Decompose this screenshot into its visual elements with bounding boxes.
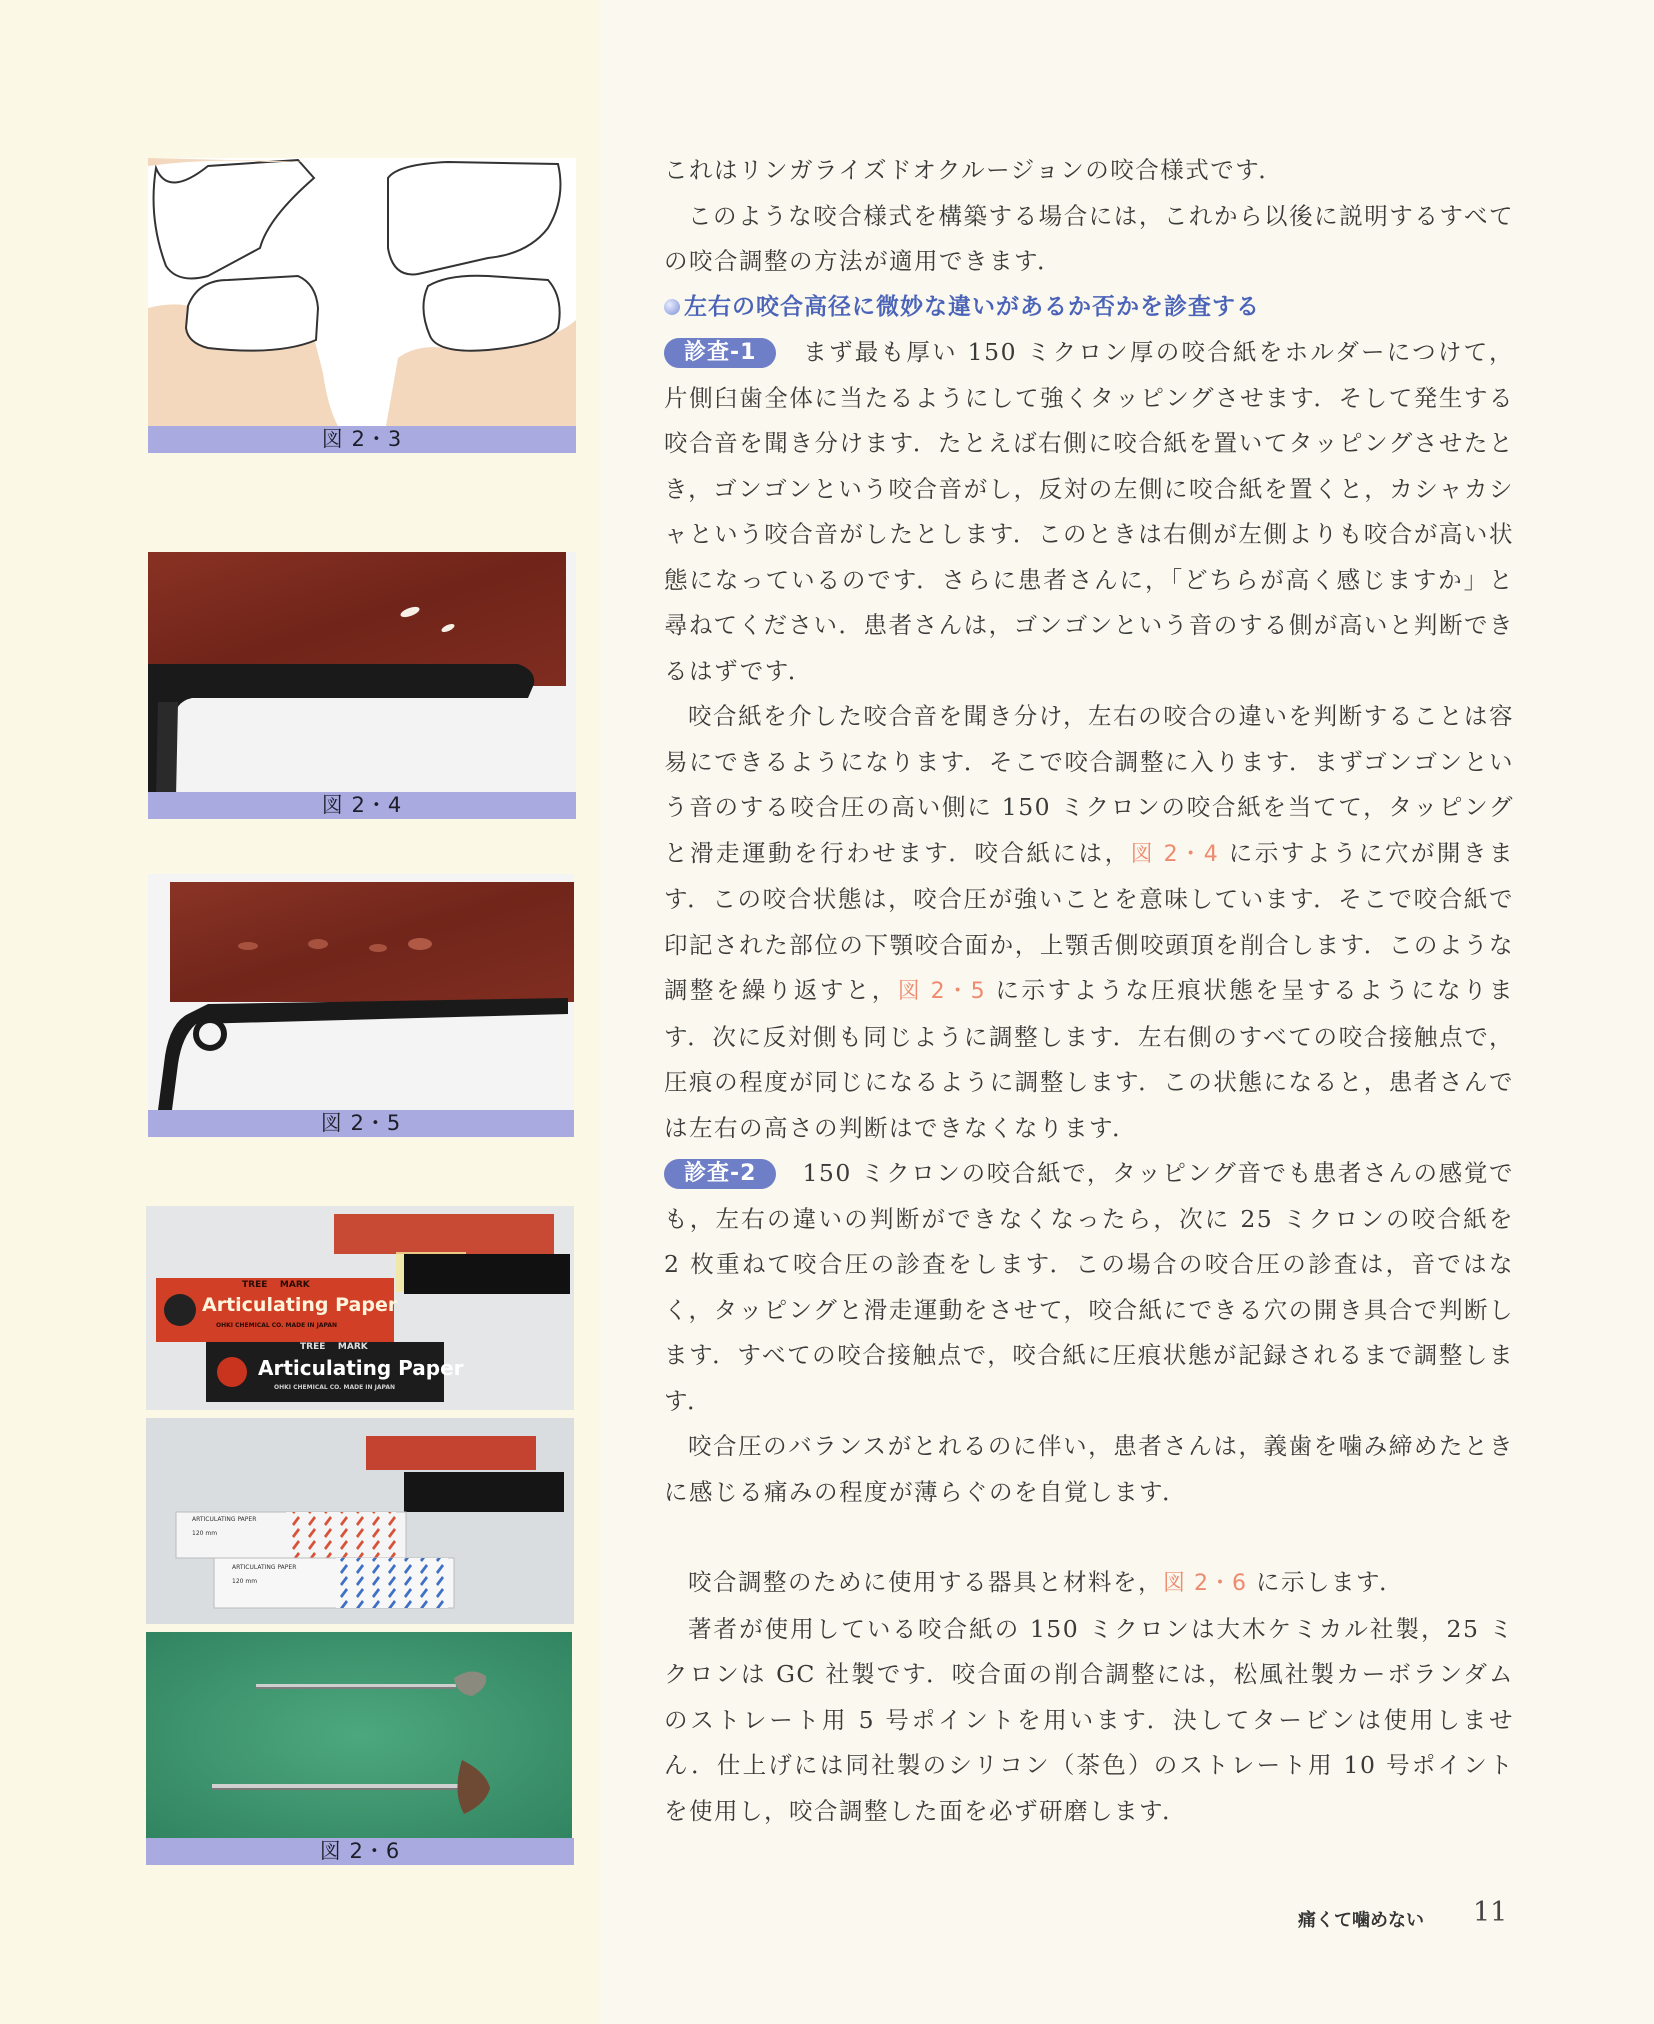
running-footer-title: 痛くて噛めない: [1298, 1910, 1424, 1931]
exam-2-badge: 診査-2: [664, 1159, 776, 1189]
paragraph-1: これはリンガライズドオクルージョンの咬合様式です．: [664, 156, 1284, 184]
box2-maker: OHKI CHEMICAL CO. MADE IN JAPAN: [274, 1384, 396, 1391]
figure-2-5-caption: 図 2・5: [148, 1110, 574, 1137]
page-number: 11: [1473, 1897, 1508, 1928]
figure-2-4-photo: [148, 552, 576, 798]
figure-2-3-caption: 図 2・3: [148, 426, 576, 453]
figure-2-6-reference: 図 2・6: [1163, 1571, 1247, 1596]
box1-maker: OHKI CHEMICAL CO. MADE IN JAPAN: [216, 1322, 338, 1329]
box4-label: ARTICULATING PAPER: [232, 1564, 297, 1571]
box4-size: 120 mm: [232, 1578, 258, 1585]
paragraph-6: 咬合圧のバランスがとれるのに伴い，患者さんは，義歯を噛み締めたときに感じる痛みの程度が薄らぐのを自覚します．: [664, 1432, 1514, 1506]
box1-mark: TREE MARK: [242, 1280, 310, 1290]
paragraph-4: [664, 694, 1514, 1151]
paragraph-7-part-1: 咬合調整のために使用する器具と材料を，: [688, 1568, 1163, 1596]
figure-2-5-reference: 図 2・5: [897, 979, 986, 1004]
paragraph-3: [664, 330, 1514, 694]
figure-2-6-panel-points: [146, 1632, 572, 1838]
figure-2-6-panel-gc: [146, 1418, 574, 1624]
figure-2-3-illustration: [148, 158, 576, 426]
paragraph-3-text: まず最も厚い 150 ミクロン厚の咬合紙をホルダーにつけて，片側臼歯全体に当たるようにして強くタッピングさせます．そして発生する咬合音を聞き分けます．たとえば右側に咬合紙を置いてタッピングさせたとき，ゴンゴンという咬合音がし，反対の左側に咬合紙を置くと，カシャカシャという咬合音がしたとします．このときは右側が左側よりも咬合が高い状態になっているのです．さらに患者さんに，「どちらが高く感じますか」と尋ねてください．患者さんは，ゴンゴンという音のする側が高いと判断できるはずです．: [664, 338, 1514, 685]
figure-2-4-caption: 図 2・4: [148, 792, 576, 819]
figure-2-6-caption: 図 2・6: [146, 1838, 574, 1865]
paragraph-7: [664, 1560, 1514, 1607]
section-heading: [664, 285, 1514, 331]
box2-brand: Articulating Paper: [258, 1356, 464, 1380]
box3-size: 120 mm: [192, 1530, 218, 1537]
box1-brand: Articulating Paper: [202, 1294, 398, 1316]
figure-2-5-photo: [148, 874, 574, 1110]
paragraph-4-part-1: 咬合紙を介した咬合音を聞き分け，左右の咬合の違いを判断することは容易にできるようになります．そこで咬合調整に入ります．まずゴンゴンという音のする咬合圧の高い側に 150 ミクロンの咬合紙を当てて，タッピングと滑走運動を行わせます．咬合紙には，: [664, 702, 1514, 867]
section-heading-text: 左右の咬合高径に微妙な違いがあるか否かを診査する: [684, 293, 1260, 320]
paragraph-5-text: 150 ミクロンの咬合紙で，タッピング音でも患者さんの感覚でも，左右の違いの判断ができなくなったら，次に 25 ミクロンの咬合紙を 2 枚重ねて咬合圧の診査をします．この場合の咬合圧の診査は，音ではなく，タッピングと滑走運動をさせて，咬合紙にできる穴の開き具合で判断します．すべての咬合接触点で，咬合紙に圧痕状態が記録されるまで調整します．: [664, 1159, 1514, 1415]
paragraph-4-part-3: に示すような圧痕状態を呈するようになります．次に反対側も同じように調整します．左右側のすべての咬合接触点で，圧痕の程度が同じになるように調整します．この状態になると，患者さんでは左右の高さの判断はできなくなります．: [664, 976, 1514, 1142]
paragraph-2: このような咬合様式を構築する場合には，これから以後に説明するすべての咬合調整の方法が適用できます．: [664, 201, 1514, 275]
paragraph-5: [664, 1151, 1514, 1424]
box3-label: ARTICULATING PAPER: [192, 1516, 257, 1523]
paragraph-7-part-2: に示します．: [1247, 1568, 1405, 1596]
paragraph-spacer: [664, 1515, 1514, 1560]
bullet-icon: [664, 299, 680, 315]
exam-1-badge: 診査-1: [664, 338, 776, 368]
figure-2-4-reference: 図 2・4: [1130, 841, 1219, 867]
paragraph-4-part-2: に示すように穴が開きます．この咬合状態は，咬合圧が強いことを意味しています．そこで咬合紙で印記された部位の下顎咬合面か，上顎舌側咬頭頂を削合します．このような調整を繰り返すと，: [664, 838, 1514, 1004]
figure-2-6-panel-ohki: [146, 1206, 574, 1410]
box2-mark: TREE MARK: [300, 1342, 368, 1352]
paragraph-8: 著者が使用している咬合紙の 150 ミクロンは大木ケミカル社製，25 ミクロンは GC 社製です．咬合面の削合調整には，松風社製カーボランダムのストレート用 5 号ポイントを用います．決してタービンは使用しません．仕上げには同社製のシリコン（茶色）のストレート用 10 号ポイントを使用し，咬合調整した面を必ず研磨します．: [664, 1614, 1514, 1825]
body-text: [664, 148, 1514, 1834]
